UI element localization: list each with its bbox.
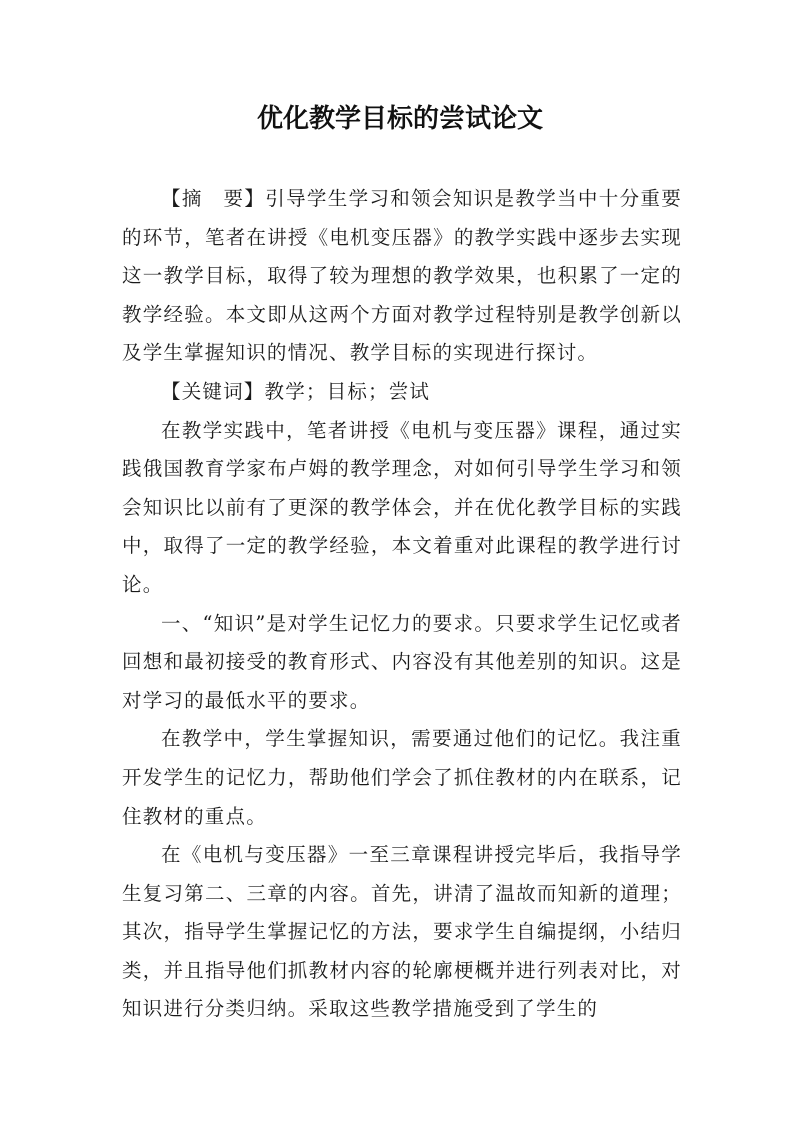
- keywords-label: 【关键词】: [161, 379, 265, 403]
- abstract-text: 引导学生学习和领会知识是教学当中十分重要的环节，笔者在讲授《电机变压器》的教学实践中逐步去实现这一教学目标，取得了较为理想的教学效果，也积累了一定的教学经验。本文即从这两个方面对教学过程特别是教学创新以及学生掌握知识的情况、教学目标的实现进行探讨。: [122, 187, 682, 365]
- keywords-paragraph: [122, 373, 682, 412]
- page-title: 优化教学目标的尝试论文: [256, 104, 543, 134]
- document-body: [122, 180, 682, 1029]
- abstract-label: 【摘 要】: [161, 187, 266, 210]
- keywords-text: 教学；目标；尝试: [264, 379, 431, 403]
- body-paragraph: 在教学中，学生掌握知识，需要通过他们的记忆。我注重开发学生的记忆力，帮助他们学会了抓住教材的内在联系，记住教材的重点。: [122, 727, 682, 828]
- abstract-paragraph: [122, 180, 682, 373]
- body-paragraph: 在教学实践中，笔者讲授《电机与变压器》课程，通过实践俄国教育学家布卢姆的教学理念，对如何引导学生学习和领会知识比以前有了更深的教学体会，并在优化教学目标的实践中，取得了一定的教学经验，本文着重对此课程的教学进行讨论。: [122, 418, 682, 596]
- body-paragraph: 一、“知识”是对学生记忆力的要求。只要求学生记忆或者回想和最初接受的教育形式、内容没有其他差别的知识。这是对学习的最低水平的要求。: [122, 611, 682, 712]
- body-paragraph: 在《电机与变压器》一至三章课程讲授完毕后，我指导学生复习第二、三章的内容。首先，讲清了温故而知新的道理；其次，指导学生掌握记忆的方法，要求学生自编提纲，小结归类，并且指导他们抓教材内容的轮廓梗概并进行列表对比，对知识进行分类归纳。采取这些教学措施受到了学生的: [122, 843, 682, 1021]
